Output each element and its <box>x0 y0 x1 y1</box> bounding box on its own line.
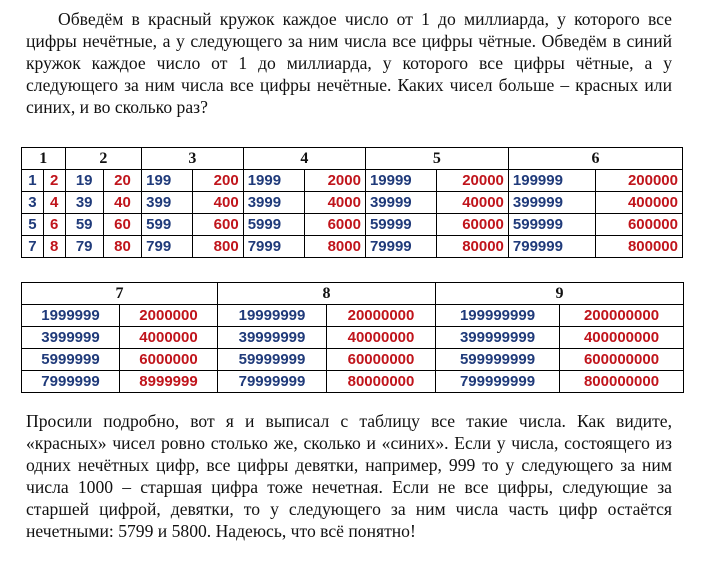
digit-count-header: 9 <box>436 283 684 305</box>
red-number-cell: 40 <box>103 192 141 214</box>
red-number-cell: 4000 <box>304 192 365 214</box>
table-row <box>22 170 683 192</box>
digit-count-header: 6 <box>508 148 682 170</box>
numbers-table-digits-1-6 <box>21 147 683 258</box>
red-number-cell: 6000000 <box>120 349 218 371</box>
answer-explanation: Просили подробно, вот я и выписал с таблицу все такие числа. Как видите, «красных» чисел ровно столько же, сколько и «синих». Если у числа, состоящего из одних нечётных цифр, все цифры девятки, например, 999 то у следующего за ним числа 1000 – старшая цифра тоже нечетная. Если не все цифры, следующие за старшей цифрой, девятки, то у следующего за ним числа часть цифр остаётся нечетными: 5799 и 5800. Надеюсь, что всё понятно! <box>26 411 672 541</box>
red-number-cell: 600000000 <box>560 349 684 371</box>
digit-count-header: 8 <box>218 283 436 305</box>
blue-number-cell: 799999 <box>508 236 595 258</box>
blue-number-cell: 199999 <box>508 170 595 192</box>
blue-number-cell: 7 <box>22 236 44 258</box>
red-number-cell: 60 <box>103 214 141 236</box>
blue-number-cell: 3 <box>22 192 44 214</box>
blue-number-cell: 19 <box>65 170 103 192</box>
blue-number-cell: 7999999 <box>22 371 120 393</box>
problem-statement: Обведём в красный кружок каждое число от 1 до миллиарда, у которого все цифры нечётные, а у следующего за ним числа все цифры чётные. Обведём в синий кружок каждое число от 1 до миллиарда, у которого все цифры чётные, а у следующего за ним числа все цифры нечётные. Каких чисел больше – красных или синих, и во сколько раз? <box>26 9 672 117</box>
blue-number-cell: 599999 <box>508 214 595 236</box>
digit-count-header: 5 <box>365 148 508 170</box>
numbers-table-digits-7-9 <box>21 282 684 393</box>
table-row <box>22 305 684 327</box>
blue-number-cell: 1999999 <box>22 305 120 327</box>
blue-number-cell: 1999 <box>243 170 304 192</box>
blue-number-cell: 19999 <box>365 170 436 192</box>
red-number-cell: 60000000 <box>327 349 436 371</box>
blue-number-cell: 799 <box>142 236 193 258</box>
red-number-cell: 2 <box>43 170 65 192</box>
blue-number-cell: 39 <box>65 192 103 214</box>
blue-number-cell: 59 <box>65 214 103 236</box>
red-number-cell: 200000 <box>595 170 682 192</box>
blue-number-cell: 7999 <box>243 236 304 258</box>
blue-number-cell: 1 <box>22 170 44 192</box>
blue-number-cell: 59999999 <box>218 349 327 371</box>
table-row <box>22 327 684 349</box>
blue-number-cell: 599 <box>142 214 193 236</box>
red-number-cell: 400000 <box>595 192 682 214</box>
blue-number-cell: 199 <box>142 170 193 192</box>
red-number-cell: 8000 <box>304 236 365 258</box>
blue-number-cell: 19999999 <box>218 305 327 327</box>
blue-number-cell: 39999999 <box>218 327 327 349</box>
red-number-cell: 20000 <box>437 170 508 192</box>
red-number-cell: 400000000 <box>560 327 684 349</box>
blue-number-cell: 599999999 <box>436 349 560 371</box>
table-row <box>22 371 684 393</box>
digit-count-header: 3 <box>142 148 244 170</box>
table-row <box>22 192 683 214</box>
red-number-cell: 6000 <box>304 214 365 236</box>
red-number-cell: 4 <box>43 192 65 214</box>
red-number-cell: 400 <box>192 192 243 214</box>
red-number-cell: 80000 <box>437 236 508 258</box>
table-row <box>22 349 684 371</box>
blue-number-cell: 79999999 <box>218 371 327 393</box>
blue-number-cell: 799999999 <box>436 371 560 393</box>
red-number-cell: 4000000 <box>120 327 218 349</box>
red-number-cell: 6 <box>43 214 65 236</box>
red-number-cell: 60000 <box>437 214 508 236</box>
red-number-cell: 20 <box>103 170 141 192</box>
red-number-cell: 200 <box>192 170 243 192</box>
digit-count-header: 4 <box>243 148 365 170</box>
blue-number-cell: 3999 <box>243 192 304 214</box>
table-row <box>22 214 683 236</box>
red-number-cell: 2000000 <box>120 305 218 327</box>
red-number-cell: 80000000 <box>327 371 436 393</box>
red-number-cell: 8999999 <box>120 371 218 393</box>
blue-number-cell: 399999 <box>508 192 595 214</box>
blue-number-cell: 399999999 <box>436 327 560 349</box>
red-number-cell: 2000 <box>304 170 365 192</box>
red-number-cell: 600 <box>192 214 243 236</box>
digit-count-header: 2 <box>65 148 142 170</box>
blue-number-cell: 5999 <box>243 214 304 236</box>
blue-number-cell: 3999999 <box>22 327 120 349</box>
digit-count-header: 1 <box>22 148 66 170</box>
red-number-cell: 800000000 <box>560 371 684 393</box>
red-number-cell: 600000 <box>595 214 682 236</box>
red-number-cell: 8 <box>43 236 65 258</box>
blue-number-cell: 79999 <box>365 236 436 258</box>
red-number-cell: 80 <box>103 236 141 258</box>
blue-number-cell: 5 <box>22 214 44 236</box>
red-number-cell: 40000000 <box>327 327 436 349</box>
blue-number-cell: 59999 <box>365 214 436 236</box>
red-number-cell: 800 <box>192 236 243 258</box>
blue-number-cell: 39999 <box>365 192 436 214</box>
red-number-cell: 800000 <box>595 236 682 258</box>
red-number-cell: 20000000 <box>327 305 436 327</box>
table-row <box>22 236 683 258</box>
blue-number-cell: 79 <box>65 236 103 258</box>
digit-count-header: 7 <box>22 283 218 305</box>
red-number-cell: 200000000 <box>560 305 684 327</box>
blue-number-cell: 199999999 <box>436 305 560 327</box>
blue-number-cell: 399 <box>142 192 193 214</box>
red-number-cell: 40000 <box>437 192 508 214</box>
blue-number-cell: 5999999 <box>22 349 120 371</box>
